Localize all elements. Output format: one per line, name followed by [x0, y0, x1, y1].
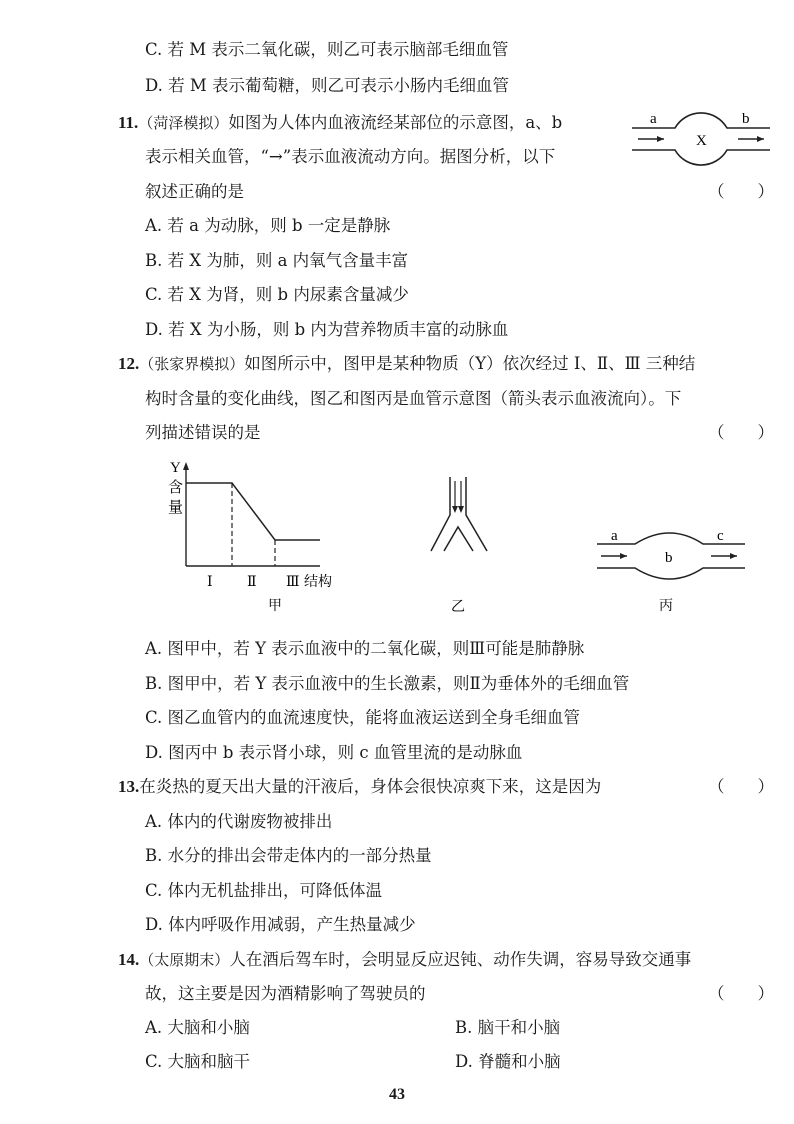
question-number: 14. — [118, 950, 140, 969]
question-number: 12. — [118, 354, 140, 373]
q13-text: 在炎热的夏天出大量的汗液后，身体会很快凉爽下来，这是因为 — [139, 777, 602, 796]
q11-option-d: D. 若 X 为小肠，则 b 内为营养物质丰富的动脉血 — [145, 320, 509, 339]
q13-option-a: A. 体内的代谢废物被排出 — [145, 812, 333, 831]
q14-stem-line2: 故，这主要是因为酒精影响了驾驶员的 — [145, 984, 426, 1003]
figure-bing-vessel — [595, 522, 747, 618]
answer-bracket: （ ） — [708, 984, 774, 1003]
vessel-b-label: b — [665, 550, 673, 566]
q14-option-c: C. 大脑和脑干 — [145, 1052, 251, 1071]
x-tick-3: Ⅲ — [286, 575, 300, 590]
question-source: （张家界模拟） — [139, 355, 245, 373]
q11-option-b: B. 若 X 为肺，则 a 内氧气含量丰富 — [145, 251, 409, 270]
vessel-a-label: a — [611, 528, 618, 544]
y-axis-label-3: 量 — [168, 500, 184, 516]
question-number: 11. — [118, 113, 139, 132]
q12-option-c: C. 图乙血管内的血流速度快，能将血液运送到全身毛细血管 — [145, 708, 581, 727]
q12-option-a: A. 图甲中，若 Y 表示血液中的二氧化碳，则Ⅲ可能是肺静脉 — [145, 639, 585, 658]
q14-option-a: A. 大脑和小脑 — [145, 1018, 250, 1037]
q13-option-b: B. 水分的排出会带走体内的一部分热量 — [145, 846, 432, 865]
q11-text: 如图为人体内血液流经某部位的示意图，a、b — [228, 113, 563, 132]
q14-option-d: D. 脊髓和小脑 — [455, 1052, 561, 1071]
q12-stem-line1 — [118, 352, 695, 376]
q12-option-b: B. 图甲中，若 Y 表示血液中的生长激素，则Ⅱ为垂体外的毛细血管 — [145, 674, 630, 693]
q12-text: 如图所示中，图甲是某种物质（Y）依次经过 Ⅰ、Ⅱ、Ⅲ 三种结 — [244, 354, 696, 373]
figure-caption: 丙 — [659, 599, 673, 614]
q11-stem-line1 — [118, 111, 562, 135]
figure-caption: 甲 — [268, 599, 282, 614]
answer-bracket: （ ） — [708, 777, 774, 796]
question-number: 13. — [118, 777, 140, 796]
vessel-b-label: b — [742, 111, 750, 127]
q14-stem-line1 — [118, 948, 691, 972]
q11-stem-line3: 叙述正确的是 — [145, 182, 244, 201]
q12-stem-line2: 构时含量的变化曲线，图乙和图丙是血管示意图（箭头表示血液流向）。下 — [145, 389, 682, 408]
q14-text: 人在酒后驾车时，会明显反应迟钝、动作失调，容易导致交通事 — [229, 950, 692, 969]
q12-stem-line3: 列描述错误的是 — [145, 423, 261, 442]
q13-option-c: C. 体内无机盐排出，可降低体温 — [145, 881, 383, 900]
q11-vessel-diagram — [630, 106, 772, 176]
q14-option-b: B. 脑干和小脑 — [455, 1018, 561, 1037]
vessel-a-label: a — [650, 111, 657, 127]
question-source: （菏泽模拟） — [138, 114, 229, 132]
q10-option-c: C. 若 M 表示二氧化碳，则乙可表示脑部毛细血管 — [145, 40, 509, 59]
figure-yi-vessel — [425, 475, 495, 618]
q13-option-d: D. 体内呼吸作用减弱，产生热量减少 — [145, 915, 416, 934]
vessel-c-label: c — [717, 528, 724, 544]
x-tick-1: Ⅰ — [207, 575, 213, 590]
answer-bracket: （ ） — [708, 423, 774, 442]
question-source: （太原期末） — [139, 951, 230, 969]
q10-option-d: D. 若 M 表示葡萄糖，则乙可表示小肠内毛细血管 — [145, 76, 510, 95]
q11-stem-line2: 表示相关血管，“→”表示血液流动方向。据图分析，以下 — [145, 147, 556, 166]
x-axis-label: 结构 — [304, 575, 332, 590]
y-axis-label-2: 含 — [168, 480, 184, 496]
figure-jia-graph — [160, 458, 360, 618]
q11-option-c: C. 若 X 为肾，则 b 内尿素含量减少 — [145, 285, 409, 304]
organ-x-label: X — [696, 133, 707, 149]
q13-stem — [118, 775, 601, 799]
x-tick-2: Ⅱ — [247, 575, 257, 590]
figure-caption: 乙 — [451, 600, 465, 615]
y-axis-label: Y — [170, 460, 181, 476]
answer-bracket: （ ） — [708, 182, 774, 201]
q12-option-d: D. 图丙中 b 表示肾小球，则 c 血管里流的是动脉血 — [145, 743, 523, 762]
page-number: 43 — [389, 1086, 405, 1103]
q11-option-a: A. 若 a 为动脉，则 b 一定是静脉 — [145, 216, 391, 235]
